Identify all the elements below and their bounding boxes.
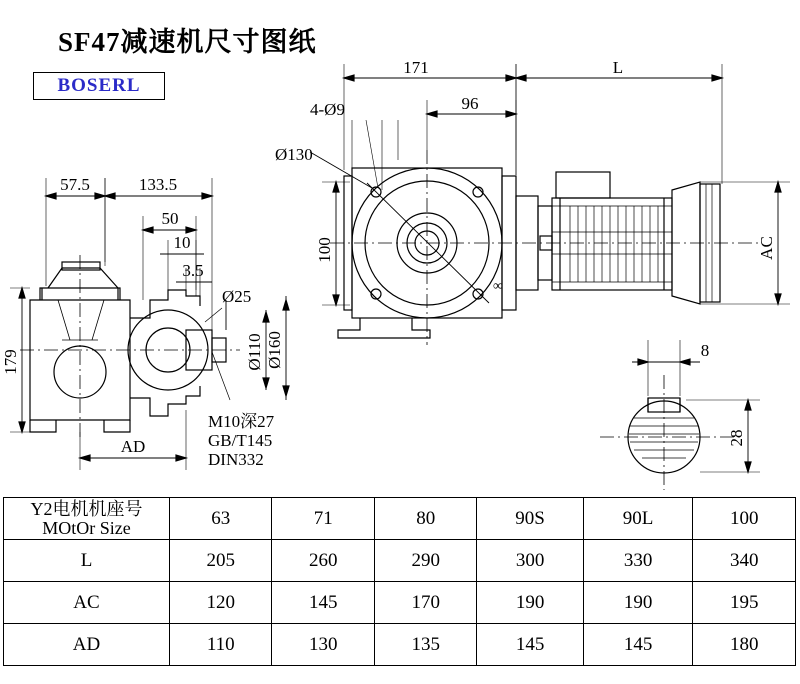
cell: 100 <box>693 498 796 540</box>
dim-8: 8 <box>700 341 710 360</box>
dim-133-5: 133.5 <box>138 175 178 194</box>
dim-57-5: 57.5 <box>60 175 90 194</box>
cell: 290 <box>374 540 476 582</box>
dim-100: 100 <box>315 237 334 263</box>
cell: 90L <box>583 498 693 540</box>
dim-96: 96 <box>461 94 479 113</box>
cell: 205 <box>170 540 272 582</box>
specification-table <box>3 497 796 666</box>
table-row <box>4 540 796 582</box>
table-row <box>4 498 796 540</box>
dim-179: 179 <box>1 349 20 375</box>
cell: 180 <box>693 624 796 666</box>
cell: 190 <box>583 582 693 624</box>
cell: 190 <box>477 582 583 624</box>
dim-171: 171 <box>403 58 429 77</box>
dim-3-5: 3.5 <box>182 261 204 280</box>
cell: 120 <box>170 582 272 624</box>
dim-o25: Ø25 <box>222 287 252 306</box>
dim-o130: Ø130 <box>275 145 313 164</box>
cell: 300 <box>477 540 583 582</box>
cell: 195 <box>693 582 796 624</box>
cell: 63 <box>170 498 272 540</box>
dim-28: 28 <box>727 429 746 447</box>
cell: 110 <box>170 624 272 666</box>
table-row <box>4 624 796 666</box>
dim-o110: Ø110 <box>245 333 264 371</box>
cell: 170 <box>374 582 476 624</box>
cell: 135 <box>374 624 476 666</box>
page-title: SF47减速机尺寸图纸 <box>58 27 317 57</box>
note-thread: M10深27 <box>208 412 275 431</box>
cell: 260 <box>272 540 374 582</box>
dim-50: 50 <box>161 209 179 228</box>
brand-logo-text: BOSERL <box>57 75 141 96</box>
table-row <box>4 582 796 624</box>
cell: 145 <box>583 624 693 666</box>
dim-10: 10 <box>173 233 191 252</box>
cell: 330 <box>583 540 693 582</box>
cell: 90S <box>477 498 583 540</box>
dim-AD: AD <box>120 437 146 456</box>
cell: 130 <box>272 624 374 666</box>
cell: 340 <box>693 540 796 582</box>
row-header-L: L <box>4 540 170 582</box>
row-header-AD: AD <box>4 624 170 666</box>
cell: 80 <box>374 498 476 540</box>
dim-AC: AC <box>757 236 776 260</box>
dim-o160: Ø160 <box>265 331 284 369</box>
note-standard-gb: GB/T145 <box>208 431 273 450</box>
row-header-AC: AC <box>4 582 170 624</box>
dim-L: L <box>612 58 624 77</box>
symbol-infinity: ∞ <box>493 279 503 294</box>
note-standard-din: DIN332 <box>208 450 264 469</box>
cell: 145 <box>477 624 583 666</box>
dim-4-o9: 4-Ø9 <box>310 100 345 119</box>
row-header-motor-size: Y2电机机座号 MOtOr Size <box>4 498 170 540</box>
cell: 71 <box>272 498 374 540</box>
cell: 145 <box>272 582 374 624</box>
